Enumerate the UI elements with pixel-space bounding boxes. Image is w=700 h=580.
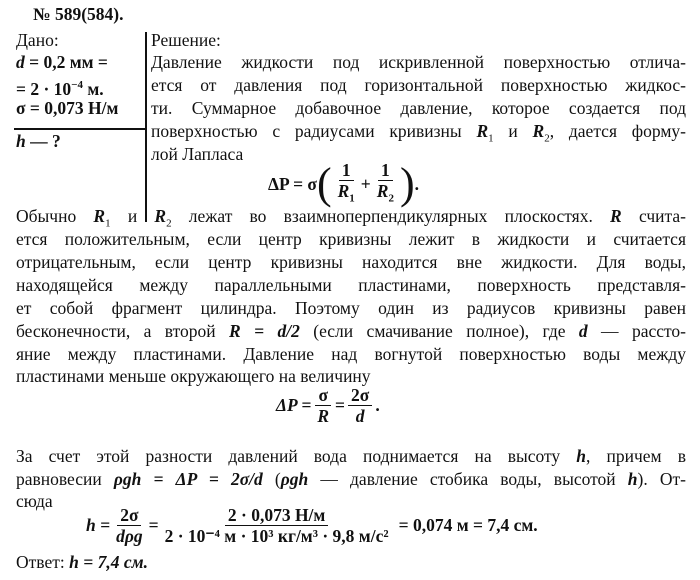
given-d-si-value: = 2 · 10	[16, 78, 72, 99]
given-find: h — ?	[16, 131, 61, 151]
text-line: ет собой фрагмент цилиндра. Поэтому один из радиусов кривизны равен	[16, 298, 686, 318]
text-line: ется от давления под горизонтальной поверхностью жидкос-	[151, 75, 686, 95]
given-divider-horizontal	[14, 128, 145, 130]
given-sigma: σ = 0,073 Н/м	[16, 98, 119, 118]
formula-laplace: ΔP = σ ( $\frac{1}{R_1}$ + $\frac{1}{R_2}$ ) .	[268, 159, 419, 209]
given-d-si	[16, 75, 104, 99]
answer: Ответ: h = 7,4 см.	[16, 552, 148, 572]
given-d-value: = 0,2 мм =	[29, 52, 108, 72]
text-line: За счет этой разности давлений вода поднимается на высоту h, причем в	[16, 446, 686, 466]
text-line: поверхностью с радиусами кривизны $R_1$ и $R_2$, дается форму-	[151, 121, 686, 145]
text-line: ется положительным, если центр кривизны лежит в жидкости и считается	[16, 229, 686, 249]
given-d: d = 0,2 мм =	[16, 52, 108, 72]
text-line: пластинами меньше окружающего на величину	[16, 366, 371, 386]
problem-number: № 589(584).	[33, 4, 124, 24]
text-line: лой Лапласа	[151, 144, 244, 164]
given-divider-vertical	[145, 32, 147, 222]
text-line: бесконечности, а второй R = d/2 (если смачивание полное), где d — рассто-	[16, 321, 687, 341]
formula-height: h = $\frac{2\sigma}{\text{dρg}}$ = $\frac{2 \cdot 0,073 Н/м}{\text{2 · 10⁻⁴ м · 10³ кг/м³ · 9,8 м/с²}}$ = 0,074 м = 7,4 см.	[86, 505, 538, 546]
text-line: Обычно $R_1$ и $R_2$ лежат во взаимноперпендикулярных плоскостях. R счита-	[16, 206, 686, 230]
text-line: яние между пластинами. Давление над вогнутой поверхностью воды между	[16, 344, 686, 364]
text-line: ти. Суммарное добавочное давление, которое создается под	[151, 98, 686, 118]
given-d-unit: м.	[82, 78, 104, 99]
text-line: равновесии ρgh = ΔP = 2σ/d (ρgh — давление стобика воды, высотой h). От-	[16, 469, 686, 489]
given-d-exp: −4	[71, 79, 83, 91]
text-line: Давление жидкости под искривленной поверхностью отлича-	[151, 52, 686, 72]
given-find-text: — ?	[30, 131, 61, 151]
text-line: сюда	[16, 491, 53, 511]
given-label: Дано:	[16, 30, 59, 50]
text-line: находящейся между параллельными пластинами, поверхность представля-	[16, 275, 686, 295]
solution-label: Решение:	[151, 30, 221, 50]
text-line: отрицательным, если центр кривизны находится вне жидкости. Для воды,	[16, 252, 686, 272]
formula-delta-p: ΔP = $\frac{\sigma}{R}$ = $\frac{2\sigma}{d}$ .	[276, 385, 380, 426]
